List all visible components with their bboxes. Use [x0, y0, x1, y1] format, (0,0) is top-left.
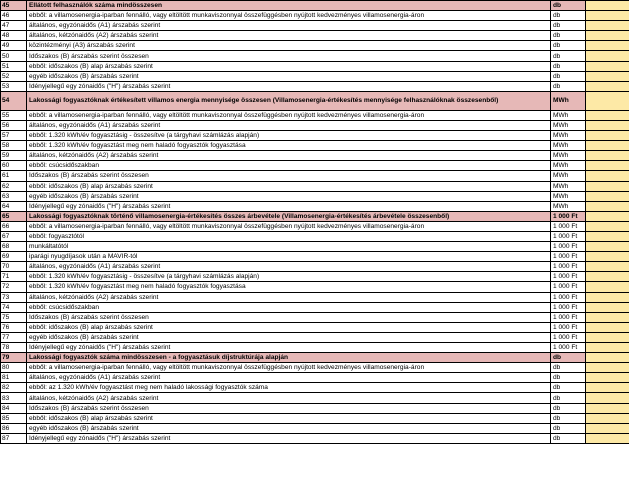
- row-description: Időszakos (B) árszabás szerint összesen: [27, 171, 551, 181]
- table-row: [1, 1, 629, 11]
- row-number: 68: [1, 242, 27, 252]
- row-description: Idényjellegű egy zónaidős ("H") árszabás szerint: [27, 201, 551, 211]
- table-row: [1, 51, 629, 61]
- row-unit: db: [551, 353, 586, 363]
- table-row: [1, 272, 629, 282]
- row-number: 53: [1, 81, 27, 91]
- value-input-cell[interactable]: [586, 393, 629, 403]
- table-row: [1, 201, 629, 211]
- row-number: 47: [1, 21, 27, 31]
- row-number: 60: [1, 161, 27, 171]
- row-description: ebből: csúcsidőszakban: [27, 302, 551, 312]
- row-description: Lakossági fogyasztóknak történő villamosenergia-értékesítés összes árbevétele (Villamosenergia-értékesítés árbevétele összesenből): [27, 211, 551, 221]
- row-number: 75: [1, 312, 27, 322]
- row-number: 76: [1, 322, 27, 332]
- value-input-cell[interactable]: [586, 343, 629, 353]
- row-unit: 1 000 Ft: [551, 252, 586, 262]
- table-row: [1, 71, 629, 81]
- row-description: munkáltatótól: [27, 242, 551, 252]
- table-row: [1, 221, 629, 231]
- row-unit: db: [551, 403, 586, 413]
- row-unit: MWh: [551, 181, 586, 191]
- row-description: ebből: időszakos (B) alap árszabás szerint: [27, 322, 551, 332]
- value-input-cell[interactable]: [586, 141, 629, 151]
- row-number: 61: [1, 171, 27, 181]
- value-input-cell[interactable]: [586, 363, 629, 373]
- value-input-cell[interactable]: [586, 131, 629, 141]
- row-number: 74: [1, 302, 27, 312]
- table-row: [1, 231, 629, 241]
- table-row: [1, 61, 629, 71]
- value-input-cell[interactable]: [586, 11, 629, 21]
- value-input-cell[interactable]: [586, 110, 629, 120]
- row-number: 62: [1, 181, 27, 191]
- value-input-cell[interactable]: [586, 161, 629, 171]
- row-number: 49: [1, 41, 27, 51]
- row-number: 57: [1, 131, 27, 141]
- value-input-cell[interactable]: [586, 322, 629, 332]
- row-description: ebből: a villamosenergia-iparban fennálló, vagy eltöltött munkaviszonnyal összefüggésben nyújtott kedvezményes villamosenergia-áron: [27, 363, 551, 373]
- value-input-cell[interactable]: [586, 302, 629, 312]
- value-input-cell[interactable]: [586, 51, 629, 61]
- value-input-cell[interactable]: [586, 231, 629, 241]
- row-description: általános, kétzónaidős (A2) árszabás szerint: [27, 151, 551, 161]
- value-input-cell[interactable]: [586, 41, 629, 51]
- row-unit: db: [551, 393, 586, 403]
- row-number: 45: [1, 1, 27, 11]
- value-input-cell[interactable]: [586, 423, 629, 433]
- row-description: egyéb időszakos (B) árszabás szerint: [27, 332, 551, 342]
- value-input-cell[interactable]: [586, 211, 629, 221]
- row-description: ebből: csúcsidőszakban: [27, 161, 551, 171]
- row-description: Idényjellegű egy zónaidős ("H") árszabás szerint: [27, 343, 551, 353]
- table-row: [1, 181, 629, 191]
- row-description: általános, egyzónaidős (A1) árszabás szerint: [27, 262, 551, 272]
- value-input-cell[interactable]: [586, 171, 629, 181]
- table-row: [1, 423, 629, 433]
- row-number: 73: [1, 292, 27, 302]
- row-unit: 1 000 Ft: [551, 302, 586, 312]
- row-unit: db: [551, 71, 586, 81]
- table-row: [1, 282, 629, 292]
- row-number: 48: [1, 31, 27, 41]
- row-unit: 1 000 Ft: [551, 292, 586, 302]
- value-input-cell[interactable]: [586, 120, 629, 130]
- table-row: [1, 383, 629, 393]
- row-number: 86: [1, 423, 27, 433]
- value-input-cell[interactable]: [586, 201, 629, 211]
- row-unit: 1 000 Ft: [551, 343, 586, 353]
- row-description: Időszakos (B) árszabás szerint összesen: [27, 312, 551, 322]
- value-input-cell[interactable]: [586, 31, 629, 41]
- table-row: [1, 131, 629, 141]
- row-number: 50: [1, 51, 27, 61]
- value-input-cell[interactable]: [586, 242, 629, 252]
- table-row: [1, 120, 629, 130]
- row-description: Ellátott felhasználók száma mindösszesen: [27, 1, 551, 11]
- row-number: 63: [1, 191, 27, 201]
- table-row: [1, 21, 629, 31]
- table-row: [1, 353, 629, 363]
- row-unit: db: [551, 363, 586, 373]
- table-row: [1, 161, 629, 171]
- row-unit: MWh: [551, 171, 586, 181]
- table-row: [1, 373, 629, 383]
- value-input-cell[interactable]: [586, 433, 629, 443]
- value-input-cell[interactable]: [586, 373, 629, 383]
- row-number: 84: [1, 403, 27, 413]
- value-input-cell[interactable]: [586, 403, 629, 413]
- row-number: 81: [1, 373, 27, 383]
- row-description: ebből: időszakos (B) alap árszabás szerint: [27, 413, 551, 423]
- row-description: egyéb időszakos (B) árszabás szerint: [27, 423, 551, 433]
- row-unit: db: [551, 51, 586, 61]
- row-number: 87: [1, 433, 27, 443]
- row-description: ebből: az 1.320 kWh/év fogyasztást meg nem haladó lakossági fogyasztók száma: [27, 383, 551, 393]
- row-number: 80: [1, 363, 27, 373]
- value-input-cell[interactable]: [586, 312, 629, 322]
- row-unit: 1 000 Ft: [551, 282, 586, 292]
- row-description: ebből: 1.320 kWh/év fogyasztásig - összesítve (a tárgyhavi számlázás alapján): [27, 272, 551, 282]
- row-unit: db: [551, 433, 586, 443]
- row-number: 64: [1, 201, 27, 211]
- row-number: 56: [1, 120, 27, 130]
- row-description: Lakossági fogyasztóknak értékesített villamos energia mennyisége összesen (Villamosenergia-értékesítés mennyisége felhasználóknak összesenből): [27, 91, 551, 110]
- row-description: általános, egyzónaidős (A1) árszabás szerint: [27, 21, 551, 31]
- row-description: ebből: 1.320 kWh/év fogyasztást meg nem haladó fogyasztók fogyasztása: [27, 141, 551, 151]
- row-unit: db: [551, 31, 586, 41]
- row-unit: MWh: [551, 191, 586, 201]
- value-input-cell[interactable]: [586, 1, 629, 11]
- row-description: általános, egyzónaidős (A1) árszabás szerint: [27, 373, 551, 383]
- value-input-cell[interactable]: [586, 272, 629, 282]
- row-unit: MWh: [551, 201, 586, 211]
- row-unit: db: [551, 373, 586, 383]
- table-row: [1, 91, 629, 110]
- row-number: 51: [1, 61, 27, 71]
- value-input-cell[interactable]: [586, 61, 629, 71]
- row-unit: 1 000 Ft: [551, 332, 586, 342]
- row-unit: MWh: [551, 151, 586, 161]
- table-row: [1, 292, 629, 302]
- row-unit: db: [551, 61, 586, 71]
- row-description: Időszakos (B) árszabás szerint összesen: [27, 51, 551, 61]
- row-description: ebből: 1.320 kWh/év fogyasztást meg nem haladó fogyasztók fogyasztása: [27, 282, 551, 292]
- row-unit: 1 000 Ft: [551, 262, 586, 272]
- table-body: [1, 1, 629, 444]
- value-input-cell[interactable]: [586, 191, 629, 201]
- table-row: [1, 11, 629, 21]
- value-input-cell[interactable]: [586, 383, 629, 393]
- table-row: [1, 343, 629, 353]
- value-input-cell[interactable]: [586, 151, 629, 161]
- table-row: [1, 403, 629, 413]
- row-description: általános, egyzónaidős (A1) árszabás szerint: [27, 120, 551, 130]
- table-row: [1, 262, 629, 272]
- value-input-cell[interactable]: [586, 413, 629, 423]
- table-row: [1, 110, 629, 120]
- row-unit: MWh: [551, 141, 586, 151]
- row-unit: 1 000 Ft: [551, 272, 586, 282]
- row-description: Lakossági fogyasztók száma mindösszesen - a fogyasztásuk díjstruktúrája alapján: [27, 353, 551, 363]
- row-number: 59: [1, 151, 27, 161]
- value-input-cell[interactable]: [586, 262, 629, 272]
- table-row: [1, 242, 629, 252]
- table-row: [1, 252, 629, 262]
- row-description: ebből: fogyasztótól: [27, 231, 551, 241]
- row-description: egyéb időszakos (B) árszabás szerint: [27, 71, 551, 81]
- table-row: [1, 81, 629, 91]
- table-row: [1, 191, 629, 201]
- row-number: 78: [1, 343, 27, 353]
- row-number: 82: [1, 383, 27, 393]
- table-row: [1, 41, 629, 51]
- row-description: ebből: a villamosenergia-iparban fennálló, vagy eltöltött munkaviszonnyal összefüggésben nyújtott kedvezményes villamosenergia-áron: [27, 11, 551, 21]
- value-input-cell[interactable]: [586, 252, 629, 262]
- row-unit: 1 000 Ft: [551, 242, 586, 252]
- row-number: 70: [1, 262, 27, 272]
- table-row: [1, 332, 629, 342]
- row-number: 46: [1, 11, 27, 21]
- table-row: [1, 363, 629, 373]
- value-input-cell[interactable]: [586, 332, 629, 342]
- row-unit: MWh: [551, 91, 586, 110]
- row-number: 55: [1, 110, 27, 120]
- table-row: [1, 141, 629, 151]
- row-unit: MWh: [551, 131, 586, 141]
- row-number: 67: [1, 231, 27, 241]
- value-input-cell[interactable]: [586, 221, 629, 231]
- table-row: [1, 322, 629, 332]
- row-unit: MWh: [551, 120, 586, 130]
- row-unit: db: [551, 413, 586, 423]
- row-description: általános, kétzónaidős (A2) árszabás szerint: [27, 292, 551, 302]
- row-description: Idényjellegű egy zónaidős ("H") árszabás szerint: [27, 433, 551, 443]
- value-input-cell[interactable]: [586, 181, 629, 191]
- value-input-cell[interactable]: [586, 353, 629, 363]
- row-description: Időszakos (B) árszabás szerint összesen: [27, 403, 551, 413]
- row-unit: db: [551, 423, 586, 433]
- row-number: 71: [1, 272, 27, 282]
- row-number: 52: [1, 71, 27, 81]
- table-row: [1, 312, 629, 322]
- row-unit: db: [551, 383, 586, 393]
- row-unit: 1 000 Ft: [551, 322, 586, 332]
- row-unit: db: [551, 1, 586, 11]
- row-number: 77: [1, 332, 27, 342]
- row-number: 72: [1, 282, 27, 292]
- table-row: [1, 393, 629, 403]
- row-description: általános, kétzónaidős (A2) árszabás szerint: [27, 31, 551, 41]
- row-unit: db: [551, 21, 586, 31]
- row-number: 65: [1, 211, 27, 221]
- row-unit: 1 000 Ft: [551, 221, 586, 231]
- row-description: iparági nyugdíjasok után a MAVIR-tól: [27, 252, 551, 262]
- row-number: 83: [1, 393, 27, 403]
- table-row: [1, 31, 629, 41]
- row-description: egyéb időszakos (B) árszabás szerint: [27, 191, 551, 201]
- row-number: 66: [1, 221, 27, 231]
- value-input-cell[interactable]: [586, 282, 629, 292]
- table-row: [1, 302, 629, 312]
- value-input-cell[interactable]: [586, 91, 629, 110]
- row-description: ebből: időszakos (B) alap árszabás szerint: [27, 181, 551, 191]
- row-number: 69: [1, 252, 27, 262]
- row-unit: 1 000 Ft: [551, 211, 586, 221]
- value-input-cell[interactable]: [586, 81, 629, 91]
- row-unit: MWh: [551, 161, 586, 171]
- row-description: Idényjellegű egy zónaidős ("H") árszabás szerint: [27, 81, 551, 91]
- row-unit: db: [551, 11, 586, 21]
- row-description: ebből: 1.320 kWh/év fogyasztásig - összesítve (a tárgyhavi számlázás alapján): [27, 131, 551, 141]
- table-row: [1, 433, 629, 443]
- table-row: [1, 413, 629, 423]
- value-input-cell[interactable]: [586, 71, 629, 81]
- row-unit: 1 000 Ft: [551, 231, 586, 241]
- table-row: [1, 171, 629, 181]
- value-input-cell[interactable]: [586, 292, 629, 302]
- row-description: ebből: a villamosenergia-iparban fennálló, vagy eltöltött munkaviszonnyal összefüggésben nyújtott kedvezményes villamosenergia-áron: [27, 110, 551, 120]
- table-row: [1, 211, 629, 221]
- row-unit: db: [551, 81, 586, 91]
- row-number: 54: [1, 91, 27, 110]
- row-number: 58: [1, 141, 27, 151]
- row-number: 79: [1, 353, 27, 363]
- row-description: általános, kétzónaidős (A2) árszabás szerint: [27, 393, 551, 403]
- row-description: ebből: a villamosenergia-iparban fennálló, vagy eltöltött munkaviszonnyal összefüggésben nyújtott kedvezményes villamosenergia-áron: [27, 221, 551, 231]
- row-unit: 1 000 Ft: [551, 312, 586, 322]
- row-number: 85: [1, 413, 27, 423]
- row-description: közintézményi (A3) árszabás szerint: [27, 41, 551, 51]
- row-unit: MWh: [551, 110, 586, 120]
- table-row: [1, 151, 629, 161]
- row-description: ebből: időszakos (B) alap árszabás szerint: [27, 61, 551, 71]
- value-input-cell[interactable]: [586, 21, 629, 31]
- row-unit: db: [551, 41, 586, 51]
